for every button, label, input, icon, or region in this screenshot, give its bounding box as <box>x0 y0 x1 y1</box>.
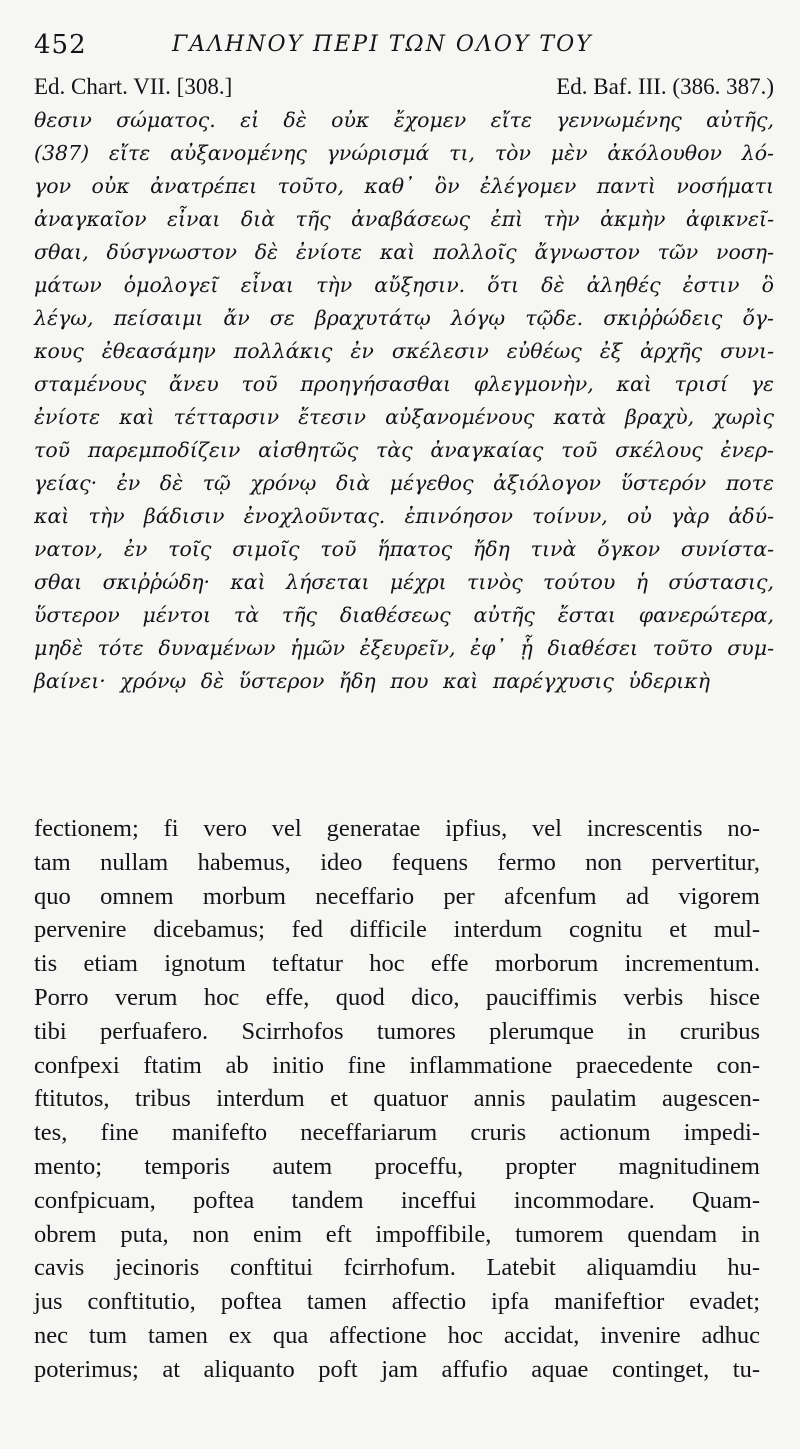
latin-text-line: obrem puta, non enim eft impoffibile, tumorem quendam in <box>34 1220 760 1248</box>
latin-text-line: quo omnem morbum neceffario per afcenfum ad vigorem <box>34 882 760 910</box>
greek-text-line: σταμένους ἄνευ τοῦ προηγήσασθαι φλεγμονὴν, καὶ τρισί γε <box>34 372 774 396</box>
greek-text-line: μηδὲ τότε δυναμένων ἡμῶν ἐξευρεῖν, ἐφ᾽ ᾗ διαθέσει τοῦτο συμ- <box>34 636 774 660</box>
latin-text-line: fectionem; fi vero vel generatae ipfius, vel increscentis no- <box>34 815 760 842</box>
greek-text-line: μάτων ὁμολογεῖ εἶναι τὴν αὔξησιν. ὅτι δὲ ἀληθές ἐστιν ὃ <box>34 273 774 297</box>
latin-text-line: Porro verum hoc effe, quod dico, pauciffimis verbis hisce <box>34 983 760 1011</box>
latin-text-line: mento; temporis autem proceffu, propter magnitudinem <box>34 1152 760 1180</box>
latin-text-line: ftitutos, tribus interdum et quatuor annis paulatim augescen- <box>34 1085 760 1113</box>
latin-text-line: tibi perfuafero. Scirrhofos tumores plerumque in cruribus <box>34 1017 760 1045</box>
page-number: 452 <box>34 30 87 60</box>
greek-text-line: γον οὐκ ἀνατρέπει τοῦτο, καθ᾽ ὃν ἐλέγομεν παντὶ νοσήματι <box>34 174 774 198</box>
greek-text-line: σθαι σκιῤῥώδη· καὶ λήσεται μέχρι τινὸς τούτου ἡ σύστασις, <box>34 570 774 594</box>
greek-text-line: λέγω, πείσαιμι ἄν σε βραχυτάτῳ λόγῳ τῷδε. σκιῤῥώδεις ὄγ- <box>34 306 774 330</box>
greek-text-line: θεσιν σώματος. εἰ δὲ οὐκ ἔχομεν εἴτε γεννωμένης αὐτῆς, <box>34 108 774 132</box>
running-head <box>34 28 774 62</box>
greek-text-line: κους ἐθεασάμην πολλάκις ἐν σκέλεσιν εὐθέως ἐξ ἀρχῆς συνι- <box>34 339 774 363</box>
greek-text-line: βαίνει· χρόνῳ δὲ ὕστερον ἤδη που καὶ παρέγχυσις ὑδερικὴ <box>34 669 711 693</box>
greek-text-block <box>34 104 774 698</box>
latin-text-line: poterimus; at aliquanto poft jam affufio aquae continget, tu- <box>34 1355 760 1383</box>
greek-text-line: ἐνίοτε καὶ τέτταρσιν ἔτεσιν αὐξανομένους κατὰ βραχὺ, χωρὶς <box>34 405 774 429</box>
latin-text-line: cavis jecinoris conftitui fcirrhofum. Latebit aliquamdiu hu- <box>34 1254 760 1282</box>
latin-text-line: confpexi ftatim ab initio fine inflammatione praecedente con- <box>34 1051 760 1079</box>
latin-text-line: pervenire dicebamus; fed difficile interdum cognitu et mul- <box>34 916 760 944</box>
greek-text-line: τοῦ παρεμποδίζειν αἰσθητῶς τὰς ἀναγκαίας τοῦ σκέλους ἐνερ- <box>34 438 774 462</box>
latin-text-line: tam nullam habemus, ideo fequens fermo non pervertitur, <box>34 848 760 876</box>
edition-references <box>34 74 774 102</box>
greek-text-line: γείας· ἐν δὲ τῷ χρόνῳ διὰ μέγεθος ἀξιόλογον ὕστερόν ποτε <box>34 471 774 495</box>
edition-basel-reference: Ed. Baf. III. (386. 387.) <box>556 74 774 99</box>
greek-text-line: καὶ τὴν βάδισιν ἐνοχλοῦντας. ἐπινόησον τοίνυν, οὐ γὰρ ἀδύ- <box>34 504 774 528</box>
greek-text-line: ἀναγκαῖον εἶναι διὰ τῆς ἀναβάσεως ἐπὶ τὴν ἀκμὴν ἀφικνεῖ- <box>34 207 774 231</box>
running-title: ΓΑΛΗΝΟΥ ΠΕΡΙ ΤΩΝ ΟΛΟΥ ΤΟΥ <box>172 32 593 57</box>
latin-text-line: tes, fine manifefto neceffariarum cruris actionum impedi- <box>34 1119 760 1147</box>
edition-chartier-reference: Ed. Chart. VII. [308.] <box>34 74 233 99</box>
greek-text-line: σθαι, δύσγνωστον δὲ ἐνίοτε καὶ πολλοῖς ἄγνωστον τῶν νοση- <box>34 240 774 264</box>
greek-text-line: (387) εἴτε αὐξανομένης γνώρισμά τι, τὸν μὲν ἀκόλουθον λό- <box>34 141 774 165</box>
latin-text-line: tis etiam ignotum teftatur hoc effe morborum incrementum. <box>34 950 760 978</box>
greek-text-line: ὕστερον μέντοι τὰ τῆς διαθέσεως αὐτῆς ἔσται φανερώτερα, <box>34 603 774 627</box>
latin-text-block <box>34 812 760 1387</box>
greek-text-line: νατον, ἐν τοῖς σιμοῖς τοῦ ἥπατος ἤδη τινὰ ὄγκον συνίστα- <box>34 537 774 561</box>
latin-text-line: jus conftitutio, poftea tamen affectio ipfa manifeftior evadet; <box>34 1288 760 1316</box>
latin-text-line: confpicuam, poftea tandem inceffui incommodare. Quam- <box>34 1186 760 1214</box>
latin-text-line: nec tum tamen ex qua affectione hoc accidat, invenire adhuc <box>34 1321 760 1349</box>
